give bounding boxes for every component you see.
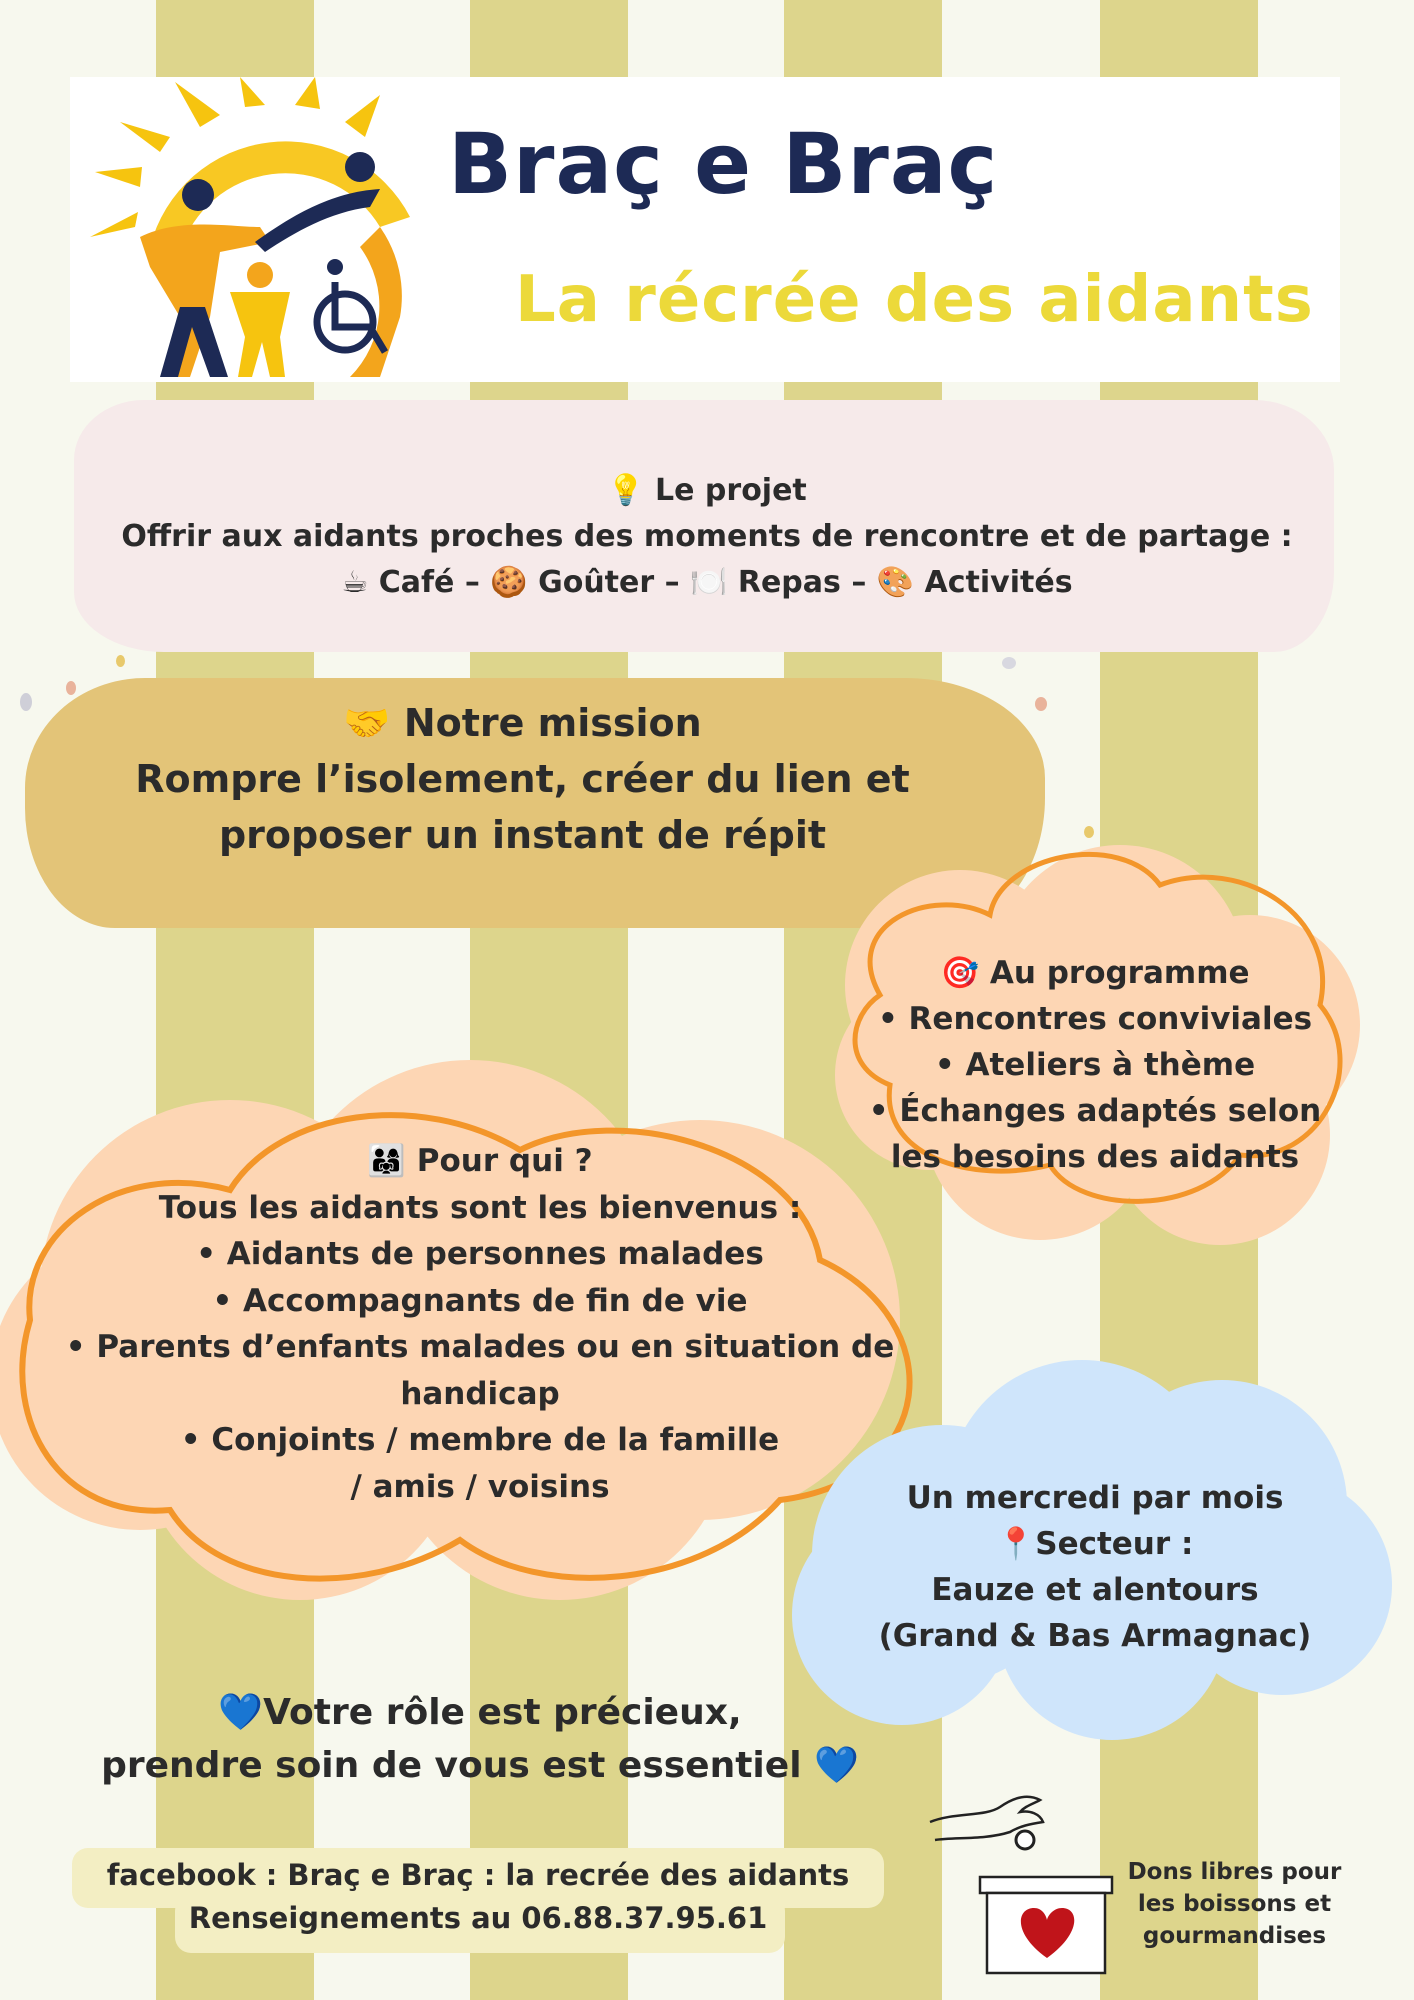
- schedule-region: (Grand & Bas Armagnac): [878, 1618, 1312, 1654]
- decor-dot: [66, 681, 76, 695]
- phone-number[interactable]: Renseignements au 06.88.37.95.61: [188, 1901, 768, 1935]
- pour-qui-item: / amis / voisins: [350, 1468, 610, 1505]
- pour-qui-item: • Aidants de personnes malades: [196, 1236, 764, 1272]
- pour-qui-item: handicap: [400, 1375, 560, 1412]
- schedule-sector-label: 📍Secteur :: [996, 1526, 1194, 1562]
- programme-heading: 🎯 Au programme: [940, 955, 1250, 991]
- header-banner: [70, 77, 1340, 382]
- pour-qui-item: • Accompagnants de fin de vie: [212, 1282, 748, 1319]
- projet-heading: 💡 Le projet: [607, 473, 807, 508]
- app-subtitle: La récrée des aidants: [515, 263, 1314, 337]
- schedule-location: Eauze et alentours: [931, 1572, 1259, 1608]
- pour-qui-intro: Tous les aidants sont les bienvenus :: [158, 1189, 802, 1226]
- decor-dot: [20, 693, 32, 711]
- programme-item: les besoins des aidants: [890, 1139, 1300, 1175]
- pour-qui-item: • Parents d’enfants malades ou en situation de: [65, 1329, 895, 1365]
- schedule-section: [830, 1475, 1360, 1659]
- decor-dot: [1002, 657, 1016, 669]
- pour-qui-item: • Conjoints / membre de la famille: [180, 1422, 780, 1458]
- app-title: Braç e Braç: [448, 115, 999, 213]
- programme-item: • Ateliers à thème: [934, 1047, 1256, 1083]
- donation-line-3: gourmandises: [1142, 1923, 1327, 1949]
- donation-note: [1112, 1856, 1357, 1952]
- donation-line-2: les boissons et: [1137, 1891, 1332, 1917]
- programme-item: • Rencontres conviviales: [877, 1001, 1313, 1037]
- schedule-frequency: Un mercredi par mois: [906, 1480, 1284, 1516]
- donation-line-1: Dons libres pour: [1127, 1859, 1342, 1885]
- donation-box-heart-icon: [972, 1873, 1122, 1978]
- role-line-2: prendre soin de vous est essentiel 💙: [101, 1745, 859, 1786]
- pour-qui-heading: 👨‍👩‍👧 Pour qui ?: [367, 1143, 593, 1179]
- projet-section: [60, 468, 1354, 606]
- mission-heading: 🤝 Notre mission: [343, 701, 702, 745]
- hand-coin-icon: [925, 1782, 1060, 1864]
- decor-dot: [1035, 697, 1047, 711]
- mission-line-2: proposer un instant de répit: [218, 813, 827, 857]
- sun-logo-icon: [80, 77, 440, 382]
- contact-section: [72, 1854, 884, 1940]
- mission-line-1: Rompre l’isolement, créer du lien et: [135, 757, 910, 801]
- wheelchair-icon: [317, 282, 385, 352]
- projet-activities: ☕ Café – 🍪 Goûter – 🍽️ Repas – 🎨 Activités: [341, 565, 1073, 600]
- role-message: [40, 1686, 920, 1792]
- role-line-1: 💙Votre rôle est précieux,: [218, 1692, 742, 1733]
- facebook-link[interactable]: facebook : Braç e Braç : la recrée des aidants: [106, 1858, 850, 1892]
- projet-description: Offrir aux aidants proches des moments de rencontre et de partage :: [121, 519, 1293, 554]
- decor-dot: [116, 655, 125, 667]
- programme-item: • Échanges adaptés selon: [868, 1093, 1322, 1129]
